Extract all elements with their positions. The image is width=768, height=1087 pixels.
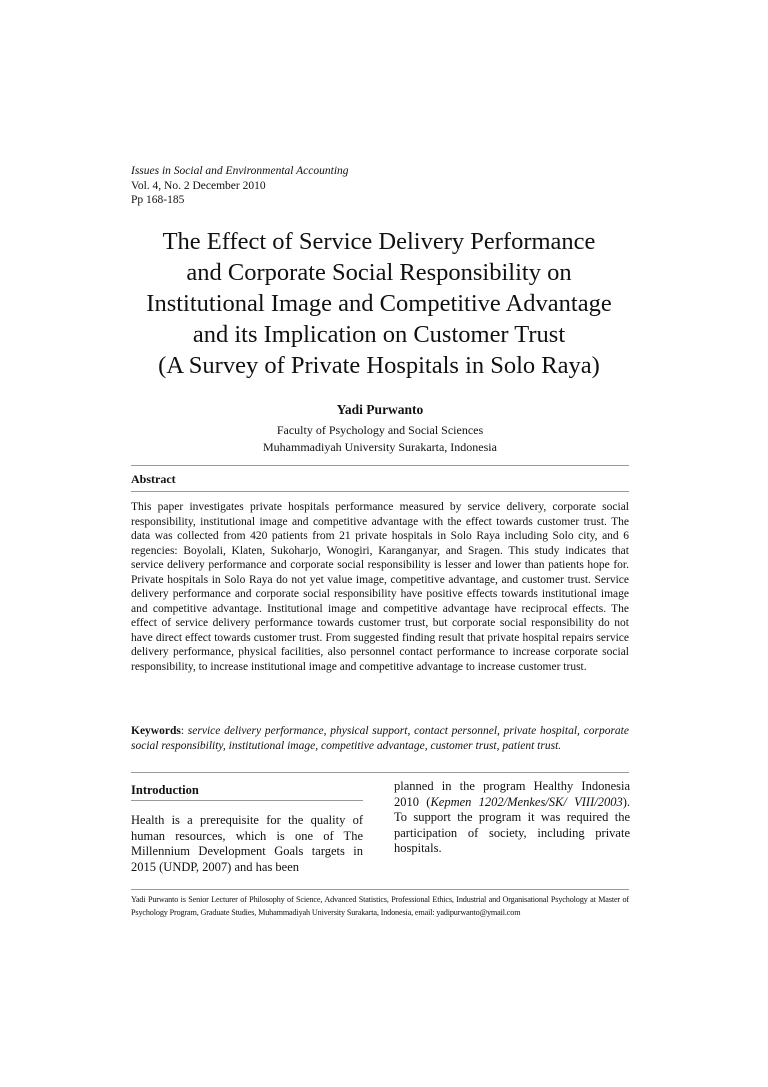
author-name: Yadi Purwanto <box>336 402 424 417</box>
keywords-text: service delivery performance, physical support, contact personnel, private hospital, corporate social responsibility, institutional image, competitive advantage, customer trust, patient trust. <box>131 725 629 752</box>
keywords-label: Keywords <box>131 725 181 737</box>
right-text-after: ). To support the program it was required the participation of society, including private hospitals. <box>394 794 630 855</box>
abstract-heading-divider <box>131 491 629 492</box>
introduction-left-text: Health is a prerequisite for the quality of human resources, which is one of The Millennium Development Goals targets in 2015 (UNDP, 2007) and has been <box>131 813 363 874</box>
intro-right-column <box>394 779 630 857</box>
introduction-heading-divider <box>131 800 363 801</box>
abstract-top-divider <box>131 465 629 466</box>
intro-left-column <box>131 780 363 875</box>
journal-name: Issues in Social and Environmental Accounting <box>131 165 349 177</box>
title-line: and its Implication on Customer Trust <box>192 321 566 348</box>
author-footnote: Yadi Purwanto is Senior Lecturer of Philosophy of Science, Advanced Statistics, Professional Ethics, Industrial and Organisational Psychology at Master of Psychology Program, Graduate Studies, Muhammadiyah University Surakarta, Indonesia, email: yadipurwanto@ymail.com <box>131 895 629 917</box>
author-affiliation <box>131 422 629 456</box>
journal-pages: Pp 168-185 <box>131 194 185 206</box>
keywords-separator: : <box>180 725 188 737</box>
journal-volume: Vol. 4, No. 2 December 2010 <box>131 179 266 192</box>
keywords <box>131 724 629 753</box>
abstract-heading: Abstract <box>131 472 176 486</box>
right-citation: Kepmen 1202/Menkes/SK/ VIII/2003 <box>430 794 623 809</box>
introduction-heading: Introduction <box>131 783 199 797</box>
keywords-divider <box>131 772 629 773</box>
title-line: The Effect of Service Delivery Performance <box>162 228 596 255</box>
right-text-before: planned in the program Healthy Indonesia 2010 ( <box>394 779 630 809</box>
abstract-text: This paper investigates private hospitals performance measured by service delivery, corporate social responsibility, institutional image and competitive advantage with the effect towards customer trust. The data was collected from 420 patients from 21 private hospitals in Solo Raya including Solo city, and 6 regencies: Boyolali, Klaten, Sukoharjo, Wonogiri, Karanganyar, and Sragen. This study indicates that service delivery performance and corporate social responsibility is lesser and lower than patients hope for. Private hospitals in Solo Raya do not yet value image, competitive advantage, and customer trust. Service delivery performance and corporate social responsibility have positive effects towards institutional image and competitive advantage. Institutional image and competitive advantage have reciprocal effects. The effect of service delivery performance towards customer trust, but corporate social responsibility do not have direct effect towards customer trust. From suggested finding result that private hospital repairs service delivery performance, physical facilities, also personnel contact performance to increase corporate social responsibility, to increase institutional image and competitive advantage to increase customer trust. <box>131 501 629 673</box>
paper-title <box>118 226 640 381</box>
introduction-right-text <box>394 779 630 857</box>
affiliation-university: Muhammadiyah University Surakarta, Indonesia <box>263 440 497 454</box>
title-line: Institutional Image and Competitive Advantage <box>146 290 612 317</box>
footnote-divider <box>131 889 629 890</box>
affiliation-faculty: Faculty of Psychology and Social Sciences <box>276 423 484 437</box>
journal-header <box>131 164 349 208</box>
title-line: (A Survey of Private Hospitals in Solo Raya) <box>158 352 600 379</box>
title-line: and Corporate Social Responsibility on <box>186 259 572 286</box>
